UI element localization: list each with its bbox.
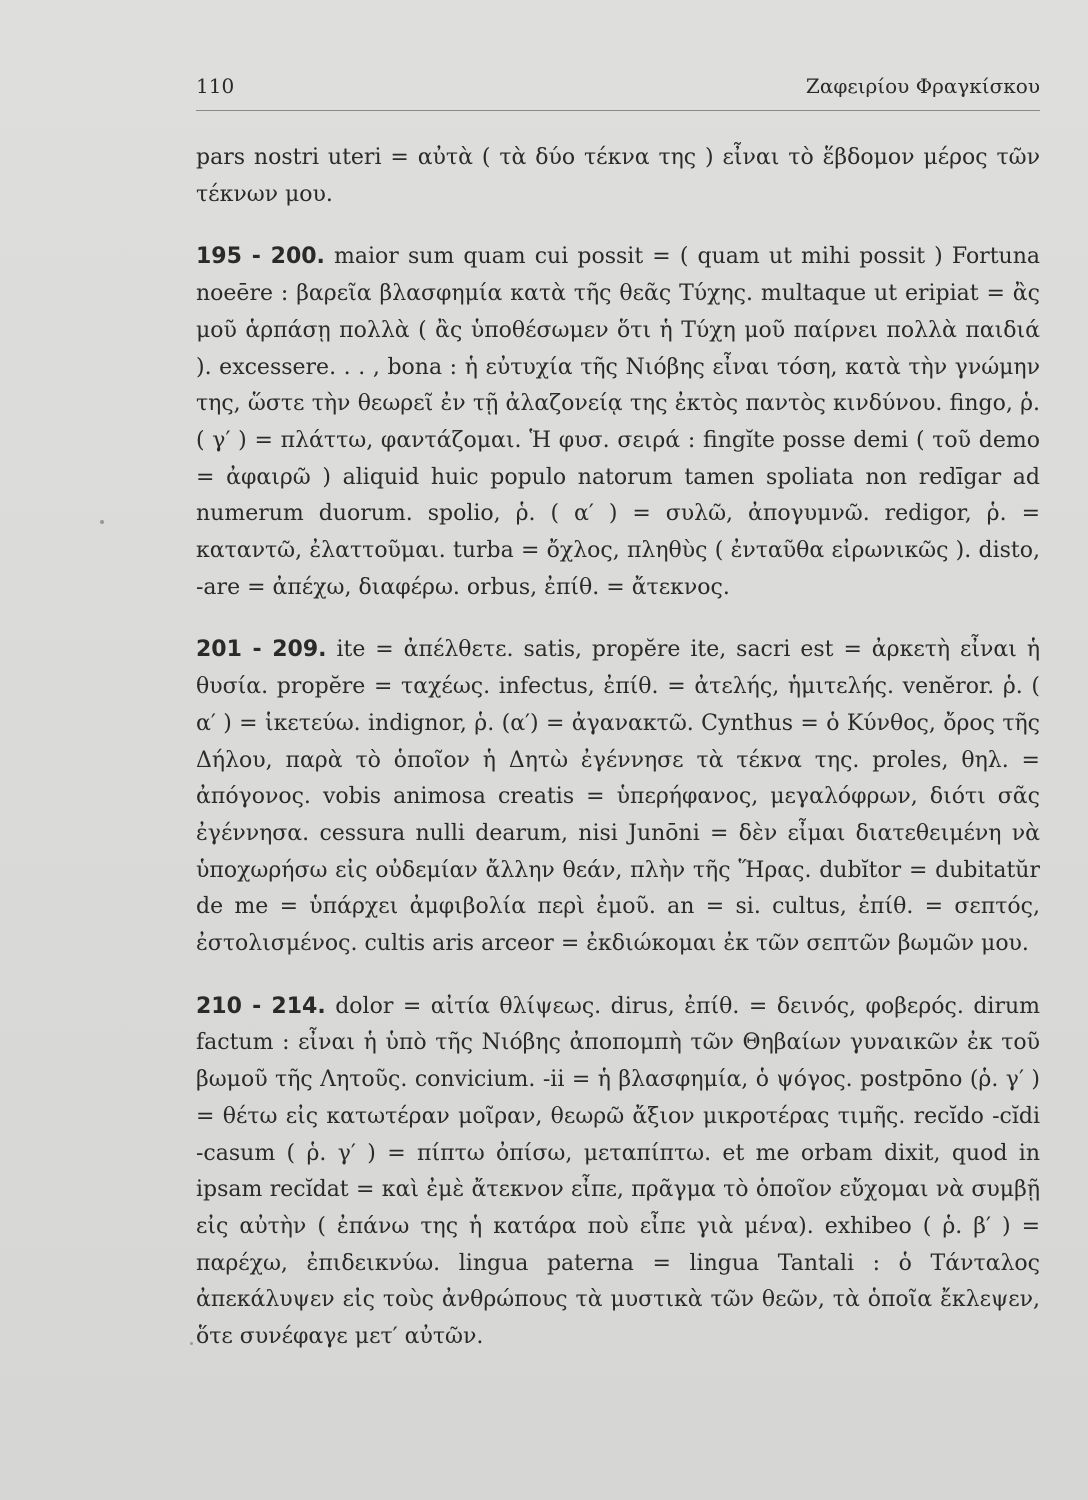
- verse-range: 201 - 209.: [196, 637, 327, 663]
- paragraph-text: dolor = αἰτία θλίψεως. dirus, ἐπίθ. = δεινός, φοβερός. dirum factum : εἶναι ἡ ὑπὸ τῆς Νιόβης ἀποπομπὴ τῶν Θηβαίων γυναικῶν ἐκ τοῦ βωμοῦ τῆς Λητοῦς. convicium. -ii = ἡ βλασφημία, ὁ ψόγος. postpōno (ῥ. γ′ ) = θέτω εἰς κατωτέραν μοῖραν, θεωρῶ ἄξιον μικροτέρας τιμῆς. recĭdo -cĭdi -casum ( ῥ. γ′ ) = πίπτω ὀπίσω, μεταπίπτω. et me orbam dixit, quod in ipsam recĭdat = καὶ ἐμὲ ἄτεκνον εἶπε, πρᾶγμα τὸ ὁποῖον εὔχομαι νὰ συμβῇ εἰς αὐτὴν ( ἐπάνω της ἡ κατάρα ποὺ εἶπε γιὰ μένα). exhibeo ( ῥ. β′ ) = παρέχω, ἐπιδεικνύω. lingua paterna = lingua Tantali : ὁ Τάνταλος ἀπεκάλυψεν εἰς τοὺς ἀνθρώπους τὰ μυστικὰ τῶν θεῶν, τὰ ὁποῖα ἔκλεψεν, ὅτε συνέφαγε μετ′ αὐτῶν.: [196, 993, 1040, 1350]
- paper-speck: [100, 520, 104, 524]
- paragraph-intro: [196, 140, 1040, 213]
- paragraph-text: maior sum quam cui possit = ( quam ut mihi possit ) Fortuna noeēre : βαρεῖα βλασφημία κατὰ τῆς θεᾶς Τύχης. multaque ut eripiat = ἂς μοῦ ἁρπάσῃ πολλὰ ( ἂς ὑποθέσωμεν ὅτι ἡ Τύχη μοῦ παίρνει πολλὰ παιδιά ). excessere. . . , bona : ἡ εὐτυχία τῆς Νιόβης εἶναι τόση, κατὰ τὴν γνώμην της, ὥστε τὴν θεωρεῖ ἐν τῇ ἀλαζονείᾳ της ἐκτὸς παντὸς κινδύνου. fingo, ῥ. ( γ′ ) = πλάττω, φαντάζομαι. Ἡ φυσ. σειρά : fingĭte posse demi ( τοῦ demo = ἀφαιρῶ ) aliquid huic populo natorum tamen spoliata non redīgar ad numerum duorum. spolio, ῥ. ( α′ ) = συλῶ, ἀπογυμνῶ. redigor, ῥ. = καταντῶ, ἐλαττοῦμαι. turba = ὄχλος, πληθὺς ( ἐνταῦθα εἰρωνικῶς ). disto, -are = ἀπέχω, διαφέρω. orbus, ἐπίθ. = ἄτεκνος.: [196, 244, 1040, 600]
- verse-range: 195 - 200.: [196, 244, 325, 270]
- paragraph-201-209: [196, 632, 1040, 962]
- page-number: 110: [196, 74, 235, 98]
- paragraph-text: pars nostri uteri = αὐτὰ ( τὰ δύο τέκνα της ) εἶναι τὸ ἕβδομον μέρος τῶν τέκνων μου.: [196, 145, 1040, 207]
- commentary-text: [196, 140, 1040, 1356]
- paragraph-text: ite = ἀπέλθετε. satis, propĕre ite, sacri est = ἀρκετὴ εἶναι ἡ θυσία. propĕre = ταχέως. infectus, ἐπίθ. = ἀτελής, ἡμιτελής. venĕror. ῥ. ( α′ ) = ἱκετεύω. indignor, ῥ. (α′) = ἀγανακτῶ. Cynthus = ὁ Κύνθος, ὄρος τῆς Δήλου, παρὰ τὸ ὁποῖον ἡ Δητὼ ἐγέννησε τὰ τέκνα της. proles, θηλ. = ἀπόγονος. vobis animosa creatis = ὑπερήφανος, μεγαλόφρων, διότι σᾶς ἐγέννησα. cessura nulli dearum, nisi Junōni = δὲν εἶμαι διατεθειμένη νὰ ὑποχωρήσω εἰς οὐδεμίαν ἄλλην θεάν, πλὴν τῆς Ἥρας. dubĭtor = dubitatŭr de me = ὑπάρχει ἀμφιβολία περὶ ἐμοῦ. an = si. cultus, ἐπίθ. = σεπτός, ἐστολισμένος. cultis aris arceor = ἐκδιώκομαι ἐκ τῶν σεπτῶν βωμῶν μου.: [196, 637, 1041, 957]
- running-title: Ζαφειρίου Φραγκίσκου: [805, 74, 1040, 98]
- paragraph-195-200: [196, 239, 1040, 606]
- page-header: [196, 70, 1040, 111]
- paper-speck: [190, 1342, 193, 1345]
- paragraph-210-214: [196, 989, 1040, 1356]
- verse-range: 210 - 214.: [196, 993, 326, 1019]
